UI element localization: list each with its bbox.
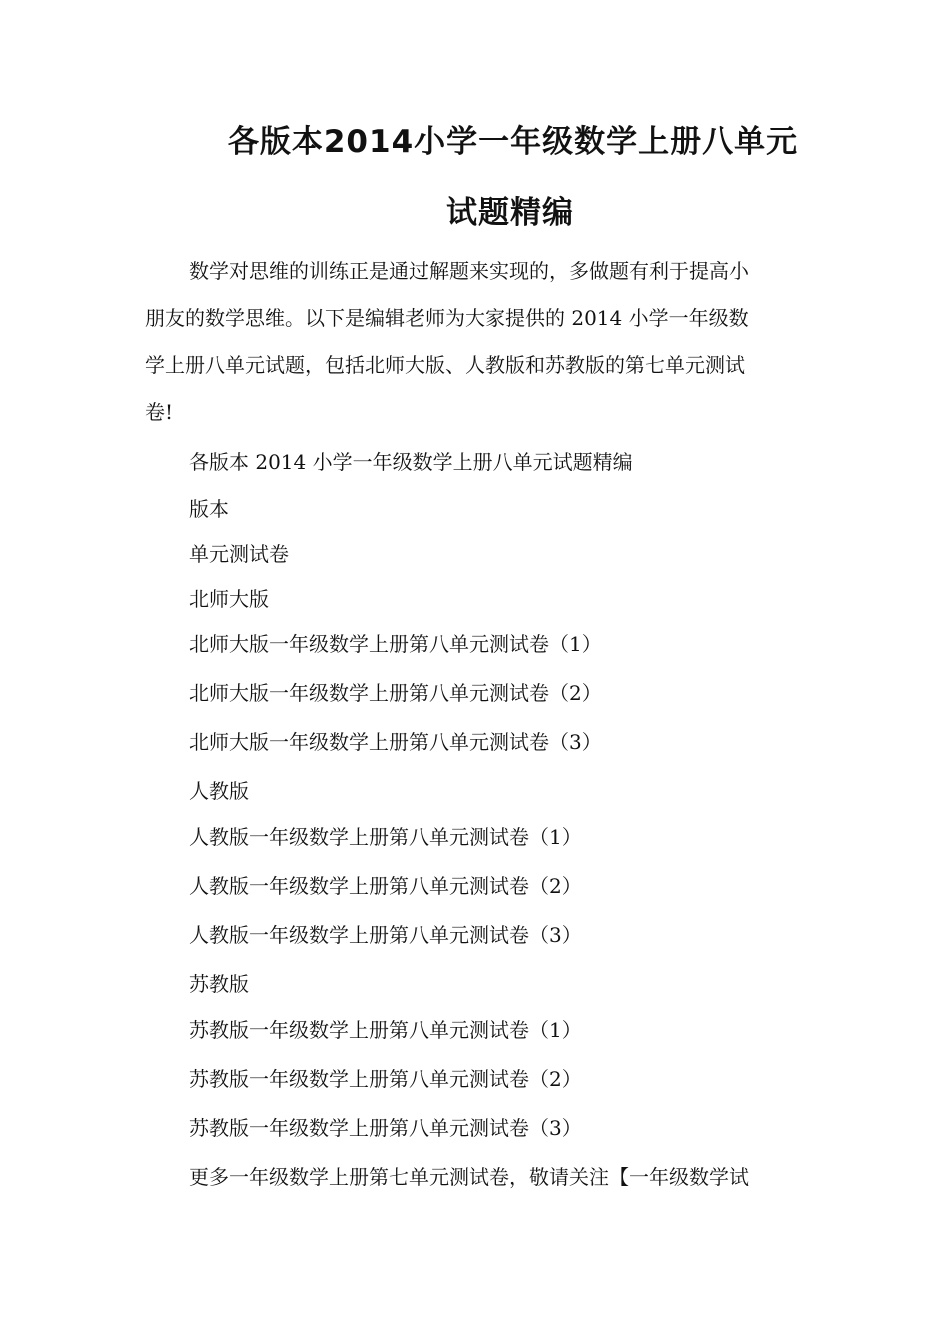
section-heading-rj: 人教版 (189, 779, 249, 803)
test-link-bsd-2[interactable]: 北师大版一年级数学上册第八单元测试卷（2） (189, 681, 602, 705)
document-title-line-1: 各版本2014小学一年级数学上册八单元 (227, 124, 799, 160)
test-link-sj-3[interactable]: 苏教版一年级数学上册第八单元测试卷（3） (189, 1116, 582, 1140)
test-link-rj-3[interactable]: 人教版一年级数学上册第八单元测试卷（3） (189, 923, 582, 947)
section-heading-sj: 苏教版 (189, 972, 249, 996)
document-title-line-2: 试题精编 (446, 195, 574, 231)
closing-paragraph: 更多一年级数学上册第七单元测试卷，敬请关注【一年级数学试 (189, 1165, 749, 1189)
test-link-rj-1[interactable]: 人教版一年级数学上册第八单元测试卷（1） (189, 825, 582, 849)
test-link-bsd-3[interactable]: 北师大版一年级数学上册第八单元测试卷（3） (189, 730, 602, 754)
intro-line: 学上册八单元试题，包括北师大版、人教版和苏教版的第七单元测试 (145, 353, 745, 377)
paragraph-version-header: 版本 (189, 497, 229, 521)
intro-line: 卷! (145, 400, 174, 424)
section-heading-bsd: 北师大版 (189, 587, 269, 611)
test-link-sj-2[interactable]: 苏教版一年级数学上册第八单元测试卷（2） (189, 1067, 582, 1091)
paragraph-test-header: 单元测试卷 (189, 542, 289, 566)
test-link-sj-1[interactable]: 苏教版一年级数学上册第八单元测试卷（1） (189, 1018, 582, 1042)
test-link-rj-2[interactable]: 人教版一年级数学上册第八单元测试卷（2） (189, 874, 582, 898)
intro-paragraph (145, 248, 809, 436)
test-link-bsd-1[interactable]: 北师大版一年级数学上册第八单元测试卷（1） (189, 632, 602, 656)
intro-line: 朋友的数学思维。以下是编辑老师为大家提供的 2014 小学一年级数 (145, 306, 749, 330)
paragraph-subtitle: 各版本 2014 小学一年级数学上册八单元试题精编 (189, 450, 633, 474)
intro-line: 数学对思维的训练正是通过解题来实现的，多做题有利于提高小 (189, 259, 749, 283)
